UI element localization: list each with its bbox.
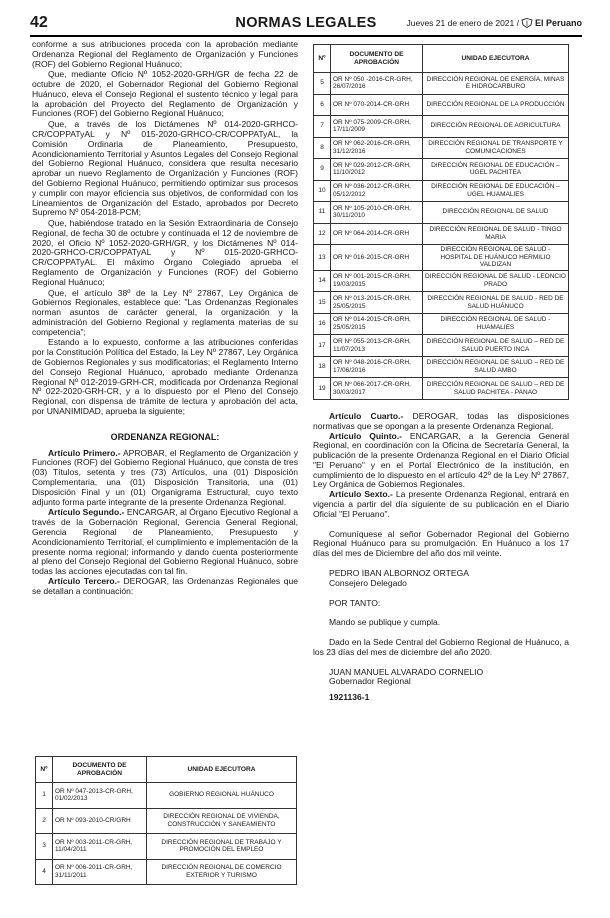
executing-unit: DIRECCIÓN REGIONAL DE AGRICULTURA <box>423 116 569 138</box>
publication-code: 1921136-1 <box>329 692 370 703</box>
row-number: 10 <box>314 180 331 202</box>
executing-unit: DIRECCIÓN REGIONAL DE SALUD <box>423 202 569 224</box>
article-text: APROBAR, el Reglamento de Organización y Funciones (ROF) del Gobierno Regional Huánuco, que consta de tres (03) Títulos, setenta y tres (73) Artículos, una (01) Disposición Complementaria, una (01) Disposición Transitoria, una (01) Disposición Final y un (01) Organigrama Estructural, cuyo texto adjunto forma parte integrante de la presente Ordenanza Regional. <box>32 447 299 507</box>
table-row <box>314 335 569 357</box>
paragraph: Que, a través de los Dictámenes Nº 014-2020-GRHCO-CR/COPPATyAL y Nº 015-2020-GRHCO-CR/COPPATyAL, la Comisión Ordinaria de Planeamiento, Presupuesto, Acondicionamiento Territorial y Asuntos Legales del Consejo Regional del Gobierno Regional Huánuco, considera que resulta necesario aprobar un nuevo Reglamento de Organización y Funciones (ROF) del Gobierno Regional Huánuco, permitiendo optimizar sus procesos y cumplir con mayor eficiencia sus objetivos, de conformidad con los Lineamientos de Organización del Estado, aprobados por Decreto Supremo Nº 054-2018-PCM; <box>32 119 298 218</box>
table-row <box>36 859 297 885</box>
given-paragraph: Dado en la Sede Central del Gobierno Regional de Huánuco, a los 23 días del mes de diciembre del año 2020. <box>313 637 569 657</box>
por-tanto: POR TANTO: <box>329 597 381 608</box>
article-text: ENCARGAR, al Órgano Ejecutivo Regional a través de la Gobernación Regional, Gerencia General Regional, Gerencia Regional de Planeamiento, Presupuesto y Acondicionamiento Territorial, el cumplimiento e implementación de la presente norma regional; informando y dando cuenta posteriormente al pleno del Consejo Regional del Gobierno Regional Huánuco, sobre todas las acciones ejecutadas con tal fin. <box>32 507 298 577</box>
approval-document: OR Nº 062-2016-CR-GRH, 31/12/2016 <box>331 137 423 159</box>
article-paragraph <box>32 508 298 576</box>
executing-unit: DIRECCIÓN REGIONAL DE SALUD - RED DE SALUD HUÁNUCO <box>423 292 569 314</box>
article-paragraph <box>313 412 569 432</box>
page-number: 42 <box>30 14 48 31</box>
page-header <box>30 13 582 37</box>
right-column <box>313 412 569 703</box>
approval-document: OR Nº 006-2011-CR-GRH, 31/11/2011 <box>53 859 147 885</box>
publication-title: NORMAS LEGALES <box>235 15 377 31</box>
approval-document: OR Nº 016-2015-CR-GRH <box>331 245 423 271</box>
table-row <box>314 159 569 181</box>
approval-document: OR Nº 064-2014-CR-GRH <box>331 223 423 245</box>
row-number: 12 <box>314 223 331 245</box>
row-number: 5 <box>314 73 331 95</box>
row-number: 15 <box>314 292 331 314</box>
executing-unit: DIRECCIÓN REGIONAL DE SALUD - HUAMALIES <box>423 313 569 335</box>
row-number: 8 <box>314 137 331 159</box>
article-label: Artículo Segundo.- <box>48 507 125 518</box>
article-text: DEROGAR, todas las disposiciones normativas que se opongan a la presente Ordenanza Regional. <box>313 411 569 431</box>
header-date: Jueves 21 de enero de 2021 / <box>406 18 519 28</box>
column-header-document: DOCUMENTO DE APROBACIÓN <box>53 757 147 783</box>
table-row <box>314 378 569 400</box>
approval-document: OR Nº 066-2017-CR-GRH, 30/03/2017 <box>331 378 423 400</box>
repealed-ordinances-table <box>35 756 297 885</box>
executing-unit: DIRECCIÓN REGIONAL DE SALUD – RED DE SALUD PUERTO INCA <box>423 335 569 357</box>
row-number: 4 <box>36 859 53 885</box>
table-row <box>314 245 569 271</box>
approval-document: OR Nº 001-2015-CR-GRH, 19/03/2015 <box>331 270 423 292</box>
repealed-ordinances-table-continued <box>313 44 569 400</box>
approval-document: OR Nº 070-2014-CR-GRH <box>331 94 423 116</box>
article-text: La presente Ordenanza Regional, entrará en vigencia a partir del día siguiente de su publicación en el Diario Oficial "El Peruano". <box>313 489 569 519</box>
signer-name: JUAN MANUEL ALVARADO CORNELIO <box>329 666 484 677</box>
row-number: 3 <box>36 834 53 860</box>
executing-unit: DIRECCIÓN REGIONAL DE EDUCACIÓN – UGEL HUAMALIES <box>423 180 569 202</box>
article-label: Artículo Primero.- <box>48 447 121 458</box>
left-column <box>32 40 298 596</box>
signer-name: PEDRO IBAN ALBORNOZ ORTEGA <box>329 567 469 578</box>
executing-unit: DIRECCIÓN REGIONAL DE SALUD – RED DE SALUD PACHITEA - PANAO <box>423 378 569 400</box>
row-number: 17 <box>314 335 331 357</box>
approval-document: OR Nº 105-2010-CR-GRH, 30/11/2010 <box>331 202 423 224</box>
approval-document: OR Nº 048-2016-CR-GRH, 17/06/2016 <box>331 356 423 378</box>
column-header-unit: UNIDAD EJECUTORA <box>147 757 297 783</box>
table-row <box>314 94 569 116</box>
row-number: 2 <box>36 808 53 834</box>
row-number: 14 <box>314 270 331 292</box>
table-row <box>314 356 569 378</box>
row-number: 16 <box>314 313 331 335</box>
row-number: 18 <box>314 356 331 378</box>
executing-unit: DIRECCIÓN REGIONAL DE ENERGÍA, MINAS E HIDROCARBURO <box>423 73 569 95</box>
row-number: 13 <box>314 245 331 271</box>
ordinance-heading: ORDENANZA REGIONAL: <box>110 431 220 442</box>
executing-unit: DIRECCIÓN REGIONAL DE SALUD - TINGO MARIA <box>423 223 569 245</box>
column-header-number: Nº <box>314 45 331 73</box>
row-number: 7 <box>314 116 331 138</box>
table-row <box>314 137 569 159</box>
article-paragraph <box>32 577 298 597</box>
article-text: DEROGAR, las Ordenanzas Regionales que se detallan a continuación: <box>32 575 298 596</box>
coat-of-arms-icon <box>521 18 533 28</box>
column-header-unit: UNIDAD EJECUTORA <box>423 45 569 73</box>
row-number: 9 <box>314 159 331 181</box>
table-row <box>314 223 569 245</box>
column-header-document: DOCUMENTO DE APROBACIÓN <box>331 45 423 73</box>
article-label: Artículo Quinto.- <box>329 430 402 441</box>
executing-unit: DIRECCIÓN REGIONAL DE SALUD - LEONCIO PRADO <box>423 270 569 292</box>
mandate: Mando se publique y cumpla. <box>329 617 441 628</box>
paragraph: Que, habiéndose tratado en la Sesión Extraordinaria de Consejo Regional, de fecha 30 de octubre y continuada el 12 de noviembre de 2020, el Oficio Nº 1052-2020-GRH/GR, y los Dictámenes Nº 014-2020-GRHCO-CR/COPPATyAL y Nº 015-2020-GRHCO-CR/COPPATyAL. El máximo Órgano Colegiado aprueba el Reglamento de Organización y Funciones (ROF) del Gobierno Regional Huánuco; <box>32 218 298 287</box>
executing-unit: DIRECCIÓN REGIONAL DE EDUCACIÓN – UGEL PACHITEA <box>423 159 569 181</box>
executing-unit: DIRECCIÓN REGIONAL DE LA PRODUCCIÓN <box>423 94 569 116</box>
executing-unit: DIRECCIÓN REGIONAL DE VIVIENDA, CONSTRUCCIÓN Y SANEAMIENTO <box>147 808 297 834</box>
table-row <box>36 808 297 834</box>
approval-document: OR Nº 003-2011-CR-GRH, 11/04/2011 <box>53 834 147 860</box>
approval-document: OR Nº 014-2015-CR-GRH, 25/05/2015 <box>331 313 423 335</box>
executing-unit: GOBIERNO REGIONAL HUÁNUCO <box>147 783 297 809</box>
approval-document: OR Nº 013-2015-CR-GRH, 25/05/2015 <box>331 292 423 314</box>
row-number: 1 <box>36 783 53 809</box>
executing-unit: DIRECCIÓN REGIONAL DE TRABAJO Y PROMOCIÓN DEL EMPLEO <box>147 834 297 860</box>
table-row <box>314 270 569 292</box>
executing-unit: DIRECCIÓN REGIONAL DE TRANSPORTE Y COMUNICACIONES <box>423 137 569 159</box>
column-header-number: Nº <box>36 757 53 783</box>
table-row <box>314 313 569 335</box>
row-number: 6 <box>314 94 331 116</box>
article-paragraph <box>32 449 298 508</box>
communication-paragraph: Comuníquese al señor Gobernador Regional del Gobierno Regional Huánuco para su promulgación. En Huánuco a los 17 días del mes de Diciembre del año dos mil veinte. <box>313 528 569 559</box>
approval-document: OR Nº 050 -2016-CR-GRH, 26/07/2016 <box>331 73 423 95</box>
header-date-brand <box>407 18 583 28</box>
paragraph: Estando a lo expuesto, conforme a las atribuciones conferidas por la Constitución Política del Estado, la Ley Nº 27867, Ley Orgánica de Gobiernos Regionales y sus modificatorias; el Reglamento Interno del Consejo Regional Huánuco, aprobado mediante Ordenanza Regional Nº 012-2019-GRH-CR, modificada por Ordenanza Regional Nº 022-2020-GRH-CR, y a lo dispuesto por el Pleno del Consejo Regional, con dispensa de trámite de lectura y aprobación del acta, por UNANIMIDAD, aprueba la siguiente; <box>32 337 298 416</box>
row-number: 19 <box>314 378 331 400</box>
paragraph: conforme a sus atribuciones proceda con la aprobación mediante Ordenanza Regional del Reglamento de Organización y Funciones (ROF) del Gobierno Regional Huánuco; <box>32 39 298 69</box>
table-row <box>314 292 569 314</box>
article-label: Artículo Cuarto.- <box>329 411 404 421</box>
executing-unit: DIRECCIÓN REGIONAL DE COMERCIO EXTERIOR Y TURISMO <box>147 859 297 885</box>
article-label: Artículo Sexto.- <box>329 489 393 500</box>
table-row <box>36 783 297 809</box>
paragraph: Que, el artículo 38º de la Ley Nº 27867, Ley Orgánica de Gobiernos Regionales, establece que: "Las Ordenanzas Regionales norman asuntos de carácter general, la organización y la administración del Gobierno Regional y reglamenta materias de su competencia"; <box>32 287 298 337</box>
approval-document: OR Nº 093-2010-CR/GRH <box>53 808 147 834</box>
article-text: ENCARGAR, a la Gerencia General Regional, en coordinación con la Oficina de Secretaría General, la publicación de la presente Ordenanza Regional en el Diario Oficial "El Peruano" y en el Portal Electrónico de la institución, en cumplimiento de lo dispuesto en el artículo 42º de la Ley Nº 27867, Ley Orgánica de Gobiernos Regionales. <box>313 430 569 490</box>
approval-document: OR Nº 029-2012-CR-GRH, 11/10/2012 <box>331 159 423 181</box>
article-paragraph <box>313 490 569 519</box>
approval-document: OR Nº 055-2013-CR-GRH, 11/07/2013 <box>331 335 423 357</box>
row-number: 11 <box>314 202 331 224</box>
signer-title: Consejero Delegado <box>329 577 407 588</box>
signer-title: Gobernador Regional <box>329 676 411 687</box>
newspaper-brand: El Peruano <box>534 18 582 28</box>
approval-document: OR Nº 047-2013-CR-GRH, 01/02/2013 <box>53 783 147 809</box>
approval-document: OR Nº 075-2009-CR-GRH, 17/11/2009 <box>331 116 423 138</box>
table-row <box>314 202 569 224</box>
approval-document: OR Nº 036-2012-CR-GRH, 05/12/2012 <box>331 180 423 202</box>
table-row <box>314 116 569 138</box>
executing-unit: DIRECCIÓN REGIONAL DE SALUD – RED DE SALUD AMBO <box>423 356 569 378</box>
table-row <box>314 180 569 202</box>
table-row <box>36 834 297 860</box>
executing-unit: DIRECCIÓN REGIONAL DE SALUD - HOSPITAL DE HUÁNUCO HERMILIO VALDIZAN <box>423 245 569 271</box>
article-paragraph <box>313 432 569 491</box>
paragraph: Que, mediante Oficio Nº 1052-2020-GRH/GR de fecha 22 de octubre de 2020, el Gobernador Regional del Gobierno Regional Huánuco, eleva el Consejo Regional el sustento técnico y legal para la aprobación del Proyecto del Reglamento de Organización y Funciones (ROF) del Gobierno Regional Huánuco; <box>32 69 298 119</box>
table-row <box>314 73 569 95</box>
article-label: Artículo Tercero.- <box>48 575 120 586</box>
